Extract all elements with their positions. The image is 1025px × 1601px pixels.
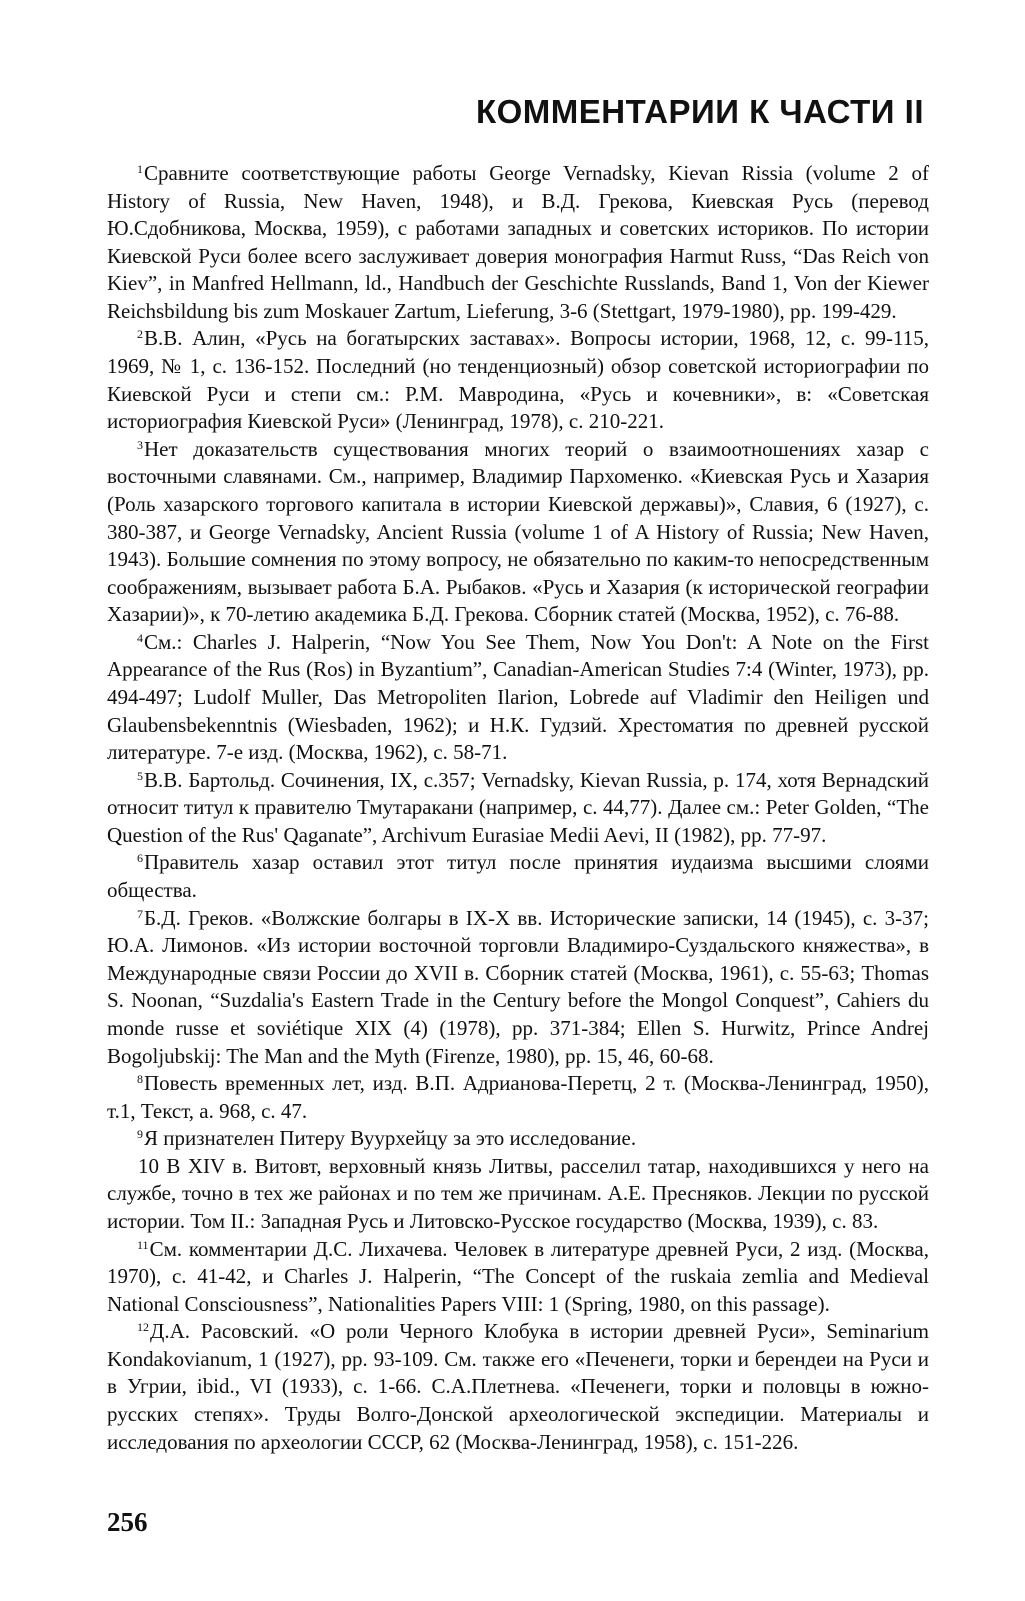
footnote: [107, 849, 929, 904]
footnote-number: 2: [137, 327, 143, 342]
footnote: [107, 629, 929, 767]
footnote-number: 12: [137, 1320, 149, 1335]
footnote: [107, 905, 929, 1070]
footnote-number: 3: [137, 437, 143, 452]
footnote-text: См.: Charles J. Halperin, “Now You See Them, Now You Don't: A Note on the First Appearance of the Rus (Ros) in Byzantium”, Canadian-American Studies 7:4 (Winter, 1973), pp. 494-497; Ludolf Muller, Das Metropoliten Ilarion, Lobrede auf Vladimir den Heiligen und Glaubensbekenntnis (Wiesbaden, 1962); и Н.К. Гудзий. Хрестоматия по древней русской литературе. 7-е изд. (Москва, 1962), с. 58-71.: [107, 629, 929, 765]
footnote: [107, 436, 929, 629]
footnote: [107, 160, 929, 325]
footnote-number: 4: [137, 630, 143, 645]
footnote-text: Правитель хазар оставил этот титул после принятия иудаизма высшими слоями общества.: [107, 850, 929, 903]
footnote-number: 5: [137, 768, 143, 783]
footnote-text: Д.А. Расовский. «О роли Черного Клобука в истории древней Руси», Seminarium Kondakovianum, 1 (1927), pp. 93-109. См. также его «Печенеги, торки и берендеи на Руси и в Угрии, ibid., VI (1933), с. 1-66. С.А.Плетнева. «Печенеги, торки и половцы в южно-русских степях». Труды Волго-Донской археологической экспедиции. Материалы и исследования по археологии СССР, 62 (Москва-Ленинград, 1958), с. 151-226.: [107, 1319, 929, 1454]
footnote-number: 11: [137, 1237, 149, 1252]
footnote-number: 7: [137, 906, 143, 921]
footnote-text: Сравните соответствующие работы George Vernadsky, Kievan Rissia (volume 2 of History of Russia, New Haven, 1948), и В.Д. Грекова, Киевская Русь (перевод Ю.Сдобникова, Москва, 1959), с работами западных и советских историков. По истории Киевской Руси более всего заслуживает доверия монография Harmut Russ, “Das Reich von Kiev”, in Manfred Hellmann, ld., Handbuch der Geschichte Russlands, Band 1, Von der Kiewer Reichsbildung bis zum Moskauer Zartum, Lieferung, 3-6 (Stettgart, 1979-1980), pp. 199-429.: [107, 161, 929, 323]
footnote: [107, 1318, 929, 1456]
footnote-number: 8: [137, 1072, 143, 1087]
footnote: [107, 1236, 929, 1319]
footnotes-list: [107, 160, 929, 1456]
footnote-text: Нет доказательств существования многих теорий о взаимоотношениях хазар с восточными славянами. См., например, Владимир Пархоменко. «Киевская Русь и Хазария (Роль хазарского торгового капитала в истории Киевской державы)», Славия, 6 (1927), с. 380-387, и George Vernadsky, Ancient Russia (volume 1 of A History of Russia; New Haven, 1943). Большие сомнения по этому вопросу, не обязательно по каким-то непосредственным соображениям, вызывает работа Б.А. Рыбаков. «Русь и Хазария (к исторической географии Хазарии)», к 70-летию академика Б.Д. Грекова. Сборник статей (Москва, 1952), с. 76-88.: [107, 436, 929, 627]
footnote: [107, 767, 929, 850]
footnote: [107, 1153, 929, 1236]
footnote: [107, 1125, 929, 1153]
footnote-text: См. комментарии Д.С. Лихачева. Человек в литературе древней Руси, 2 изд. (Москва, 1970), с. 41-42, и Charles J. Halperin, “The Concept of the ruskaia zemlia and Medieval National Consciousness”, Nationalities Papers VIII: 1 (Spring, 1980, on this passage).: [107, 1236, 929, 1316]
footnote-number: 1: [137, 162, 143, 176]
page-number: 256: [107, 1507, 148, 1537]
footnote-text: В.В. Алин, «Русь на богатырских заставах». Вопросы истории, 1968, 12, с. 99-115, 1969, № 1, с. 136-152. Последний (но тенденциозный) обзор советской историографии по Киевской Руси и степи см.: Р.М. Мавродина, «Русь и кочевники», в: «Советская историография Киевской Руси» (Ленинград, 1978), с. 210-221.: [107, 326, 929, 434]
footnote: [107, 325, 929, 435]
footnote-text: 10 В XIV в. Витовт, верховный князь Литвы, расселил татар, находившихся у него на службе, точно в тех же районах и по тем же причинам. А.Е. Пресняков. Лекции по русской истории. Том II.: Западная Русь и Литовско-Русское государство (Москва, 1939), с. 83.: [107, 1153, 929, 1233]
footnote-text: Б.Д. Греков. «Волжские болгары в IX-X вв. Исторические записки, 14 (1945), с. 3-37; Ю.А. Лимонов. «Из истории восточной торговли Владимиро-Суздальского княжества», в Международные связи России до XVII в. Сборник статей (Москва, 1961), с. 55-63; Thomas S. Noonan, “Suzdalia's Eastern Trade in the Century before the Mongol Conquest”, Cahiers du monde russe et soviétique XIX (4) (1978), pp. 371-384; Ellen S. Hurwitz, Prince Andrej Bogoljubskij: The Man and the Myth (Firenze, 1980), pp. 15, 46, 60-68.: [107, 905, 929, 1068]
footnote-number: 6: [137, 851, 143, 866]
footnote-number: 9: [137, 1127, 143, 1142]
footnote-text: В.В. Бартольд. Сочинения, IX, с.357; Vernadsky, Kievan Russia, p. 174, хотя Вернадский относит титул к правителю Тмутаракани (например, с. 44,77). Далее см.: Peter Golden, “The Question of the Rus' Qaganate”, Archivum Eurasiae Medii Aevi, II (1982), pp. 77-97.: [107, 767, 929, 847]
footnote: [107, 1070, 929, 1125]
footnote-text: Повесть временных лет, изд. В.П. Адрианова-Перетц, 2 т. (Москва-Ленинград, 1950), т.1, Текст, а. 968, с. 47.: [107, 1071, 929, 1123]
page-heading: КОММЕНТАРИИ К ЧАСТИ II: [475, 93, 924, 130]
footnote-text: Я признателен Питеру Вуурхейцу за это исследование.: [144, 1126, 637, 1151]
